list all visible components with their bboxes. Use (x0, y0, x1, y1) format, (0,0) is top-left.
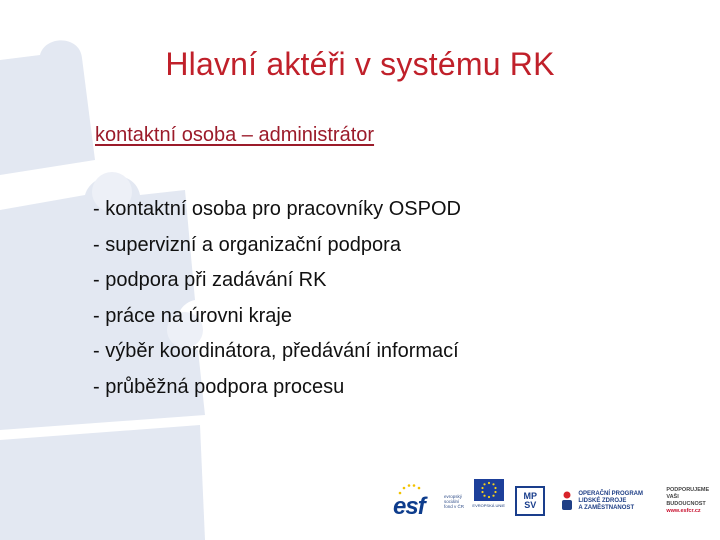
eu-caption: EVROPSKÁ UNIE (472, 503, 506, 508)
esf-caption-line: fond v ČR (443, 503, 464, 509)
esf-caption-line: evropský (443, 493, 462, 499)
bullet-item: - práce na úrovni kraje (93, 304, 292, 327)
op-text (578, 491, 660, 512)
support-slogan (666, 487, 713, 515)
footer-logo-bar (393, 478, 713, 524)
esf-caption-line: sociální (443, 498, 460, 504)
bullet-list (93, 196, 461, 409)
op-person-icon (559, 491, 575, 511)
bullet-item: - výběr koordinátora, předávání informací (93, 340, 459, 362)
support-line: VAŠI BUDOUCNOST (666, 494, 706, 507)
eu-flag-logo (472, 479, 505, 523)
slide-title: Hlavní aktéři v systému RK (165, 46, 555, 82)
bullet-item: - podpora při zadávání RK (93, 269, 327, 291)
mpsv-logo-line: MP (523, 491, 537, 501)
slide-subtitle: kontaktní osoba – administrátor (95, 124, 375, 146)
op-text-line: A ZAMĚSTNANOST (578, 504, 635, 511)
op-lzz-logo (559, 491, 660, 512)
mpsv-logo (515, 486, 545, 516)
mpsv-logo-line: SV (524, 500, 537, 510)
esf-logo-text: esf (393, 493, 425, 520)
op-text-line: LIDSKÉ ZDROJE (578, 497, 627, 504)
bullet-item: - kontaktní osoba pro pracovníky OSPOD (93, 198, 461, 220)
bullet-item: - průběžná podpora procesu (93, 375, 345, 398)
eu-flag-icon (474, 479, 504, 501)
esf-caption (444, 494, 468, 509)
esf-logo (393, 479, 442, 523)
support-line: PODPORUJEME (666, 487, 710, 493)
bullet-item: - supervizní a organizační podpora (93, 233, 401, 256)
support-url: www.esfcr.cz (666, 508, 701, 514)
op-text-line: OPERAČNÍ PROGRAM (578, 490, 643, 497)
